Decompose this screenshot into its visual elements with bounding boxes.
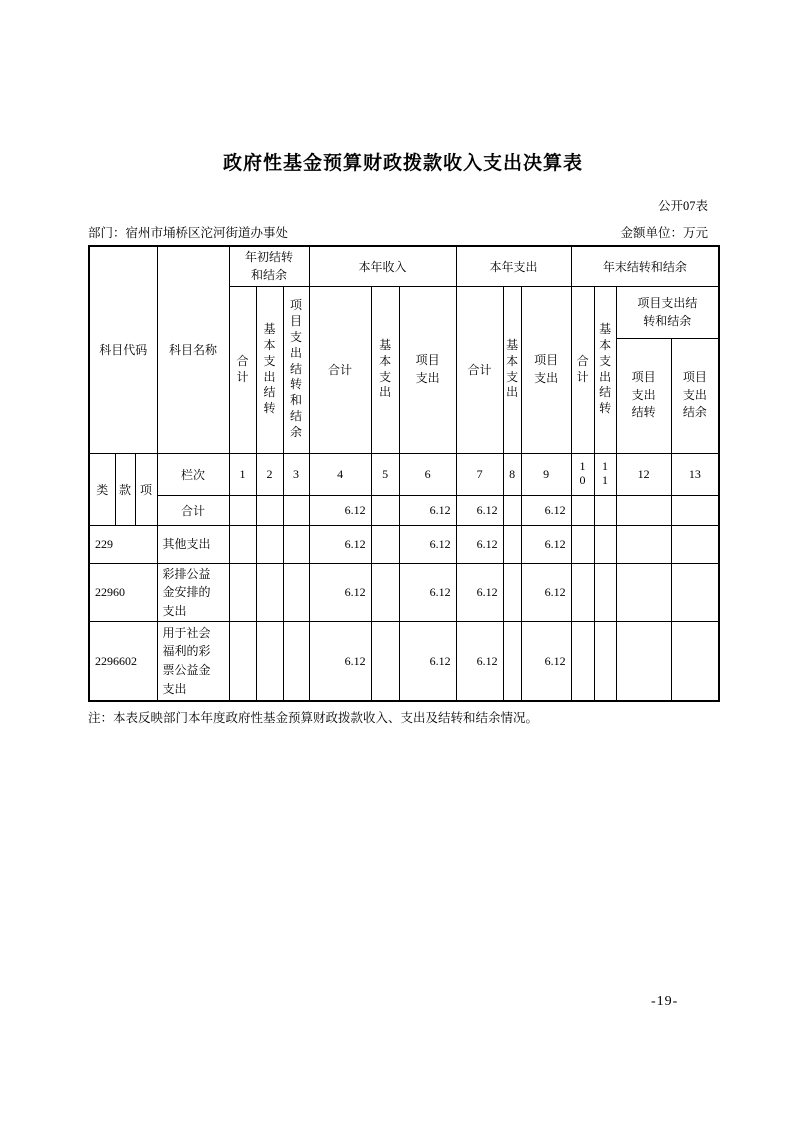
column-number: 10 bbox=[571, 453, 594, 495]
value-cell bbox=[371, 525, 399, 563]
row-name: 其他支出 bbox=[157, 525, 229, 563]
value-cell bbox=[229, 525, 256, 563]
row-code: 2296602 bbox=[89, 622, 157, 701]
value-cell bbox=[571, 525, 594, 563]
value-cell bbox=[616, 495, 671, 525]
value-cell: 6.12 bbox=[309, 495, 371, 525]
meta-row bbox=[88, 223, 718, 241]
value-cell: 6.12 bbox=[309, 622, 371, 701]
value-cell: 6.12 bbox=[399, 525, 456, 563]
column-number: 1 bbox=[229, 453, 256, 495]
value-cell bbox=[503, 525, 521, 563]
value-cell: 6.12 bbox=[399, 622, 456, 701]
end-project-balance-header: 项目支出结余 bbox=[671, 338, 719, 453]
column-number: 7 bbox=[456, 453, 503, 495]
subject-name-header: 科目名称 bbox=[157, 246, 229, 453]
value-cell bbox=[594, 622, 616, 701]
column-index-row bbox=[89, 453, 719, 495]
value-cell: 6.12 bbox=[521, 622, 571, 701]
column-number: 5 bbox=[371, 453, 399, 495]
value-cell bbox=[503, 563, 521, 622]
value-cell: 6.12 bbox=[456, 563, 503, 622]
subject-code-header: 科目代码 bbox=[89, 246, 157, 453]
amount-unit-label: 金额单位：万元 bbox=[620, 226, 708, 240]
value-cell: 6.12 bbox=[456, 495, 503, 525]
value-cell: 6.12 bbox=[456, 525, 503, 563]
code-col-section: 款 bbox=[115, 453, 135, 525]
data-row-229 bbox=[89, 525, 719, 563]
value-cell bbox=[256, 525, 283, 563]
page-title: 政府性基金预算财政拨款收入支出决算表 bbox=[222, 153, 583, 174]
code-col-class: 类 bbox=[89, 453, 115, 525]
begin-total-header: 合计 bbox=[229, 286, 256, 453]
value-cell bbox=[371, 622, 399, 701]
value-cell bbox=[371, 495, 399, 525]
group-year-expense: 本年支出 bbox=[456, 246, 571, 286]
group-begin-balance: 年初结转和结余 bbox=[229, 246, 309, 286]
value-cell bbox=[283, 525, 309, 563]
column-number: 12 bbox=[616, 453, 671, 495]
page-number: -19- bbox=[651, 994, 679, 1009]
value-cell bbox=[671, 525, 719, 563]
end-project-carryover-header: 项目支出结转 bbox=[616, 338, 671, 453]
value-cell bbox=[256, 563, 283, 622]
value-cell bbox=[594, 525, 616, 563]
value-cell: 6.12 bbox=[309, 563, 371, 622]
value-cell bbox=[229, 495, 256, 525]
value-cell bbox=[616, 563, 671, 622]
row-name: 用于社会福利的彩票公益金支出 bbox=[157, 622, 229, 701]
header-row-groups bbox=[89, 246, 719, 286]
value-cell bbox=[671, 495, 719, 525]
row-name: 合计 bbox=[157, 495, 229, 525]
department-label: 部门：宿州市埇桥区沱河街道办事处 bbox=[88, 226, 289, 240]
begin-project-carryover-header: 项目支出结转和结余 bbox=[283, 286, 309, 453]
value-cell: 6.12 bbox=[521, 563, 571, 622]
end-basic-carryover-header: 基本支出结转 bbox=[594, 286, 616, 453]
column-number: 11 bbox=[594, 453, 616, 495]
value-cell bbox=[283, 622, 309, 701]
form-label: 公开07表 bbox=[657, 199, 708, 213]
column-number: 3 bbox=[283, 453, 309, 495]
value-cell bbox=[571, 563, 594, 622]
total-row bbox=[89, 495, 719, 525]
income-total-header: 合计 bbox=[309, 286, 371, 453]
value-cell bbox=[616, 622, 671, 701]
code-col-item: 项 bbox=[135, 453, 157, 525]
column-index-label: 栏次 bbox=[157, 453, 229, 495]
value-cell bbox=[571, 622, 594, 701]
value-cell bbox=[229, 563, 256, 622]
row-name: 彩排公益金安排的支出 bbox=[157, 563, 229, 622]
value-cell bbox=[283, 563, 309, 622]
value-cell: 6.12 bbox=[309, 525, 371, 563]
column-number: 4 bbox=[309, 453, 371, 495]
value-cell bbox=[503, 622, 521, 701]
value-cell bbox=[594, 495, 616, 525]
value-cell: 6.12 bbox=[399, 563, 456, 622]
value-cell bbox=[256, 622, 283, 701]
value-cell: 6.12 bbox=[521, 495, 571, 525]
value-cell: 6.12 bbox=[521, 525, 571, 563]
group-end-balance: 年末结转和结余 bbox=[571, 246, 719, 286]
value-cell bbox=[256, 495, 283, 525]
data-row-2296602 bbox=[89, 622, 719, 701]
row-code: 229 bbox=[89, 525, 157, 563]
column-number: 6 bbox=[399, 453, 456, 495]
income-basic-expense-header: 基本支出 bbox=[371, 286, 399, 453]
value-cell bbox=[283, 495, 309, 525]
fiscal-table bbox=[88, 245, 720, 702]
table-note: 注：本表反映部门本年度政府性基金预算财政拨款收入、支出及结转和结余情况。 bbox=[88, 710, 539, 725]
value-cell bbox=[671, 563, 719, 622]
row-code: 22960 bbox=[89, 563, 157, 622]
begin-basic-carryover-header: 基本支出结转 bbox=[256, 286, 283, 453]
value-cell bbox=[229, 622, 256, 701]
value-cell bbox=[371, 563, 399, 622]
value-cell bbox=[616, 525, 671, 563]
expense-total-header: 合计 bbox=[456, 286, 503, 453]
value-cell bbox=[671, 622, 719, 701]
group-year-income: 本年收入 bbox=[309, 246, 456, 286]
value-cell bbox=[594, 563, 616, 622]
value-cell: 6.12 bbox=[456, 622, 503, 701]
end-project-carryover-group-header: 项目支出结转和结余 bbox=[616, 286, 719, 338]
column-number: 13 bbox=[671, 453, 719, 495]
column-number: 8 bbox=[503, 453, 521, 495]
value-cell: 6.12 bbox=[399, 495, 456, 525]
end-total-header: 合计 bbox=[571, 286, 594, 453]
value-cell bbox=[571, 495, 594, 525]
column-number: 2 bbox=[256, 453, 283, 495]
value-cell bbox=[503, 495, 521, 525]
expense-project-expense-header: 项目支出 bbox=[521, 286, 571, 453]
income-project-expense-header: 项目支出 bbox=[399, 286, 456, 453]
expense-basic-expense-header: 基本支出 bbox=[503, 286, 521, 453]
data-row-22960 bbox=[89, 563, 719, 622]
column-number: 9 bbox=[521, 453, 571, 495]
